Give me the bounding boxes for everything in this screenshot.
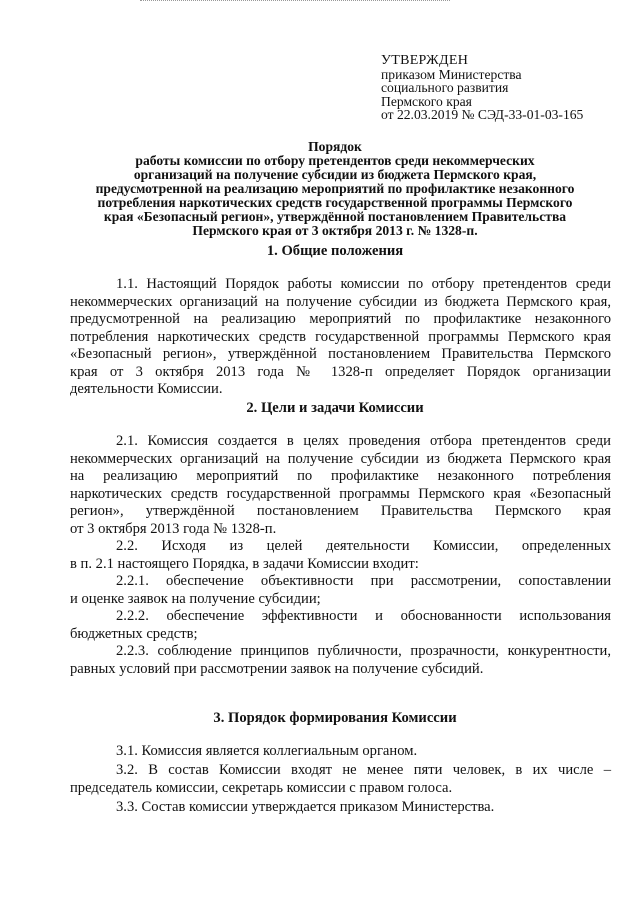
title-line: работы комиссии по отбору претендентов среди некоммерческих <box>135 153 535 168</box>
text-line: от 3 октября 2013 года № 1328-п. <box>70 520 277 537</box>
approval-line: социального развития <box>381 80 509 95</box>
text-line: наркотических средств государственной программы Пермского края «Безопасный <box>70 485 611 502</box>
section-1-heading: 1. Общие положения <box>266 243 404 259</box>
paragraph-3-3 <box>70 799 611 817</box>
text-line: 1.1. Настоящий Порядок работы комиссии по отбору претендентов среди <box>116 276 611 292</box>
approval-line: приказом Министерства <box>381 66 522 82</box>
text-line: некоммерческих организаций на получение субсидии из бюджета Пермского края <box>70 450 611 467</box>
paragraph-1-1 <box>70 276 611 399</box>
approval-title: УТВЕРЖДЕН <box>381 53 469 68</box>
approval-line: Пермского края <box>381 93 472 109</box>
text-line: бюджетных средств; <box>70 625 198 642</box>
title-line: края «Безопасный регион», утверждённой постановлением Правительства <box>103 209 567 224</box>
paragraph-2-2-1 <box>70 573 611 608</box>
text-line: председатель комиссии, секретарь комиссии с правом голоса. <box>70 779 453 796</box>
text-line: 3.3. Состав комиссии утверждается приказом Министерства. <box>116 799 495 815</box>
text-line: 2.2.1. обеспечение объективности при рассмотрении, сопоставлении <box>116 573 611 589</box>
text-line: 3.2. В состав Комиссии входят не менее пяти человек, в их числе – <box>116 762 611 778</box>
text-line: и оценке заявок на получение субсидии; <box>70 590 321 607</box>
paragraph-2-2-2 <box>70 608 611 643</box>
text-line: 3.1. Комиссия является коллегиальным органом. <box>116 743 418 759</box>
text-line: в п. 2.1 настоящего Порядка, в задачи Комиссии входит: <box>70 555 419 572</box>
approval-line: от 22.03.2019 № СЭД-33-01-03-165 <box>381 107 584 122</box>
text-line: края от 3 октября 2013 года № 1328-п определяет Порядок организации <box>70 363 611 380</box>
scan-edge-line <box>140 0 450 2</box>
paragraph-2-1 <box>70 433 611 538</box>
paragraph-2-2-3 <box>70 643 611 678</box>
text-line: деятельности Комиссии. <box>70 381 223 397</box>
text-line: 2.2. Исходя из целей деятельности Комиссии, определенных <box>116 538 611 554</box>
text-line: равных условий при рассмотрении заявок на получение субсидий. <box>70 660 484 677</box>
paragraph-3-2 <box>70 762 611 797</box>
text-line: 2.2.2. обеспечение эффективности и обоснованности использования <box>116 608 611 624</box>
title-line: предусмотренной на реализацию мероприятий по профилактике незаконного <box>95 181 575 196</box>
paragraph-2-2 <box>70 538 611 573</box>
title-line: Пермского края от 3 октября 2013 г. № 1328-п. <box>192 223 478 238</box>
title-line: Порядок <box>308 139 362 154</box>
text-line: предусмотренной на реализацию мероприятий по профилактике незаконного <box>70 311 611 327</box>
text-line: 2.2.3. соблюдение принципов публичности, прозрачности, конкурентности, <box>116 643 611 659</box>
section-2-heading: 2. Цели и задачи Комиссии <box>246 400 424 416</box>
title-line: организаций на получение субсидии из бюджета Пермского края, <box>133 167 537 182</box>
text-line: некоммерческих организаций на получение субсидии из бюджета Пермского края, <box>70 293 611 310</box>
text-line: «Безопасный регион», утверждённой постановлением Правительства Пермского <box>70 346 611 362</box>
approval-stamp <box>381 54 583 122</box>
text-line: 2.1. Комиссия создается в целях проведения отбора претендентов среди <box>116 433 611 449</box>
title-line: потребления наркотических средств государственной программы Пермского <box>97 195 573 210</box>
text-line: регион», утверждённой постановлением Правительства Пермского края <box>70 503 611 519</box>
text-line: потребления наркотических средств государственной программы Пермского края <box>70 328 611 345</box>
document-title <box>70 140 600 238</box>
text-line: на реализацию мероприятий по профилактике незаконного потребления <box>70 468 611 484</box>
section-3-heading: 3. Порядок формирования Комиссии <box>213 710 457 726</box>
paragraph-3-1 <box>70 743 611 761</box>
